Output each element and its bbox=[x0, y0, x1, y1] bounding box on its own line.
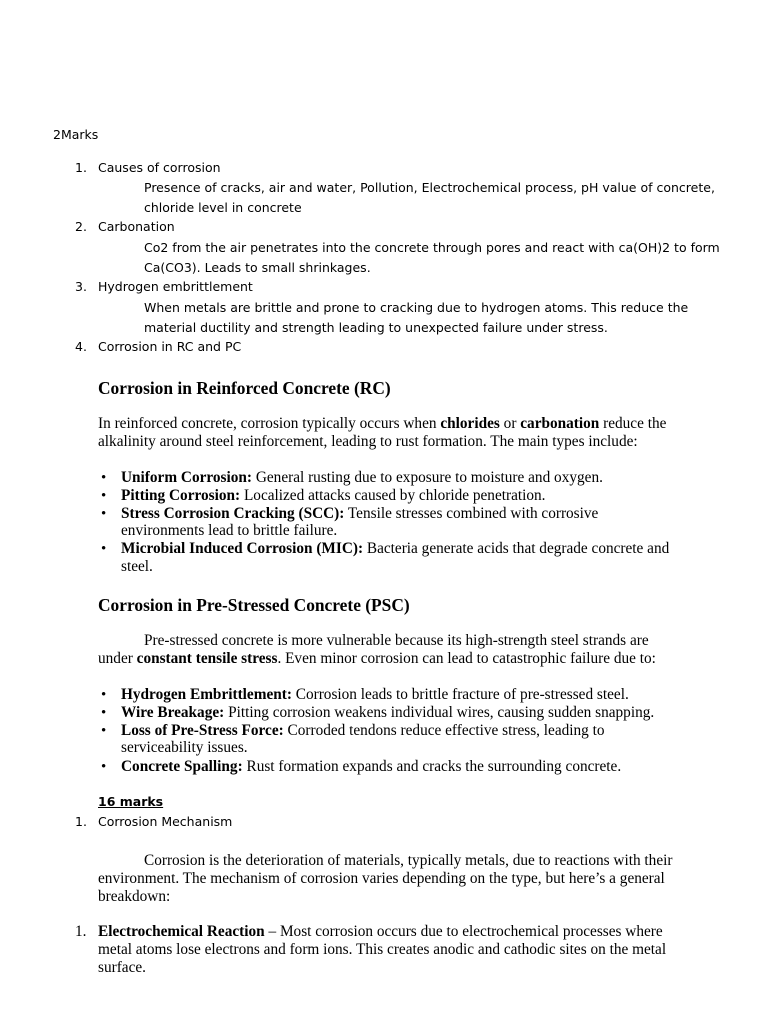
text: or bbox=[499, 415, 521, 432]
psc-bullet-cont: serviceability issues. bbox=[121, 739, 248, 756]
bold-term: constant tensile stress bbox=[136, 650, 278, 667]
psc-bullet bbox=[121, 758, 621, 776]
text: Localized attacks caused by chloride penetration. bbox=[240, 487, 546, 504]
paragraph-line: environment. The mechanism of corrosion varies depending on the type, but here’s a general bbox=[98, 870, 665, 887]
text: General rusting due to exposure to moisture and oxygen. bbox=[252, 469, 603, 486]
bold-term: Uniform Corrosion: bbox=[121, 469, 253, 486]
text: Bacteria generate acids that degrade concrete and bbox=[363, 540, 670, 557]
bullet-dot: • bbox=[101, 759, 107, 775]
list-item-title: Hydrogen embrittlement bbox=[98, 279, 253, 294]
bold-term: Hydrogen Embrittlement: bbox=[121, 686, 292, 703]
numbered-item-cont: metal atoms lose electrons and form ions. This creates anodic and cathodic sites on the metal bbox=[98, 941, 667, 958]
list-item-title: Causes of corrosion bbox=[98, 160, 221, 175]
bold-term: Electrochemical Reaction bbox=[98, 923, 265, 940]
bullet-dot: • bbox=[101, 687, 107, 703]
text: Pitting corrosion weakens individual wires, causing sudden snapping. bbox=[224, 704, 655, 721]
rc-bullet-cont: environments lead to brittle failure. bbox=[121, 522, 338, 539]
list-number: 2. bbox=[75, 219, 87, 234]
bold-term: Pitting Corrosion: bbox=[121, 487, 241, 504]
bold-term: carbonation bbox=[520, 415, 600, 432]
text: Tensile stresses combined with corrosive bbox=[344, 505, 599, 522]
text: In reinforced concrete, corrosion typically occurs when bbox=[98, 415, 441, 432]
list-item-title: Corrosion Mechanism bbox=[98, 814, 233, 829]
text: Corroded tendons reduce effective stress, leading to bbox=[283, 722, 605, 739]
rc-intro-line2: alkalinity around steel reinforcement, leading to rust formation. The main types include: bbox=[98, 433, 638, 450]
rc-bullet bbox=[121, 487, 546, 505]
bullet-dot: • bbox=[101, 541, 107, 557]
rc-intro-line1 bbox=[98, 415, 666, 433]
text: Corrosion leads to brittle fracture of pre-stressed steel. bbox=[291, 686, 629, 703]
bold-term: Stress Corrosion Cracking (SCC): bbox=[121, 505, 345, 522]
section-title-16marks: 16 marks bbox=[98, 794, 164, 809]
numbered-item-cont: surface. bbox=[98, 959, 146, 976]
paragraph-line: Corrosion is the deterioration of materials, typically metals, due to reactions with their bbox=[144, 852, 673, 869]
list-number: 3. bbox=[75, 279, 87, 294]
text: under bbox=[98, 650, 137, 667]
text: reduce the bbox=[599, 415, 667, 432]
list-item-desc: chloride level in concrete bbox=[144, 200, 302, 215]
bold-term: Microbial Induced Corrosion (MIC): bbox=[121, 540, 364, 557]
psc-intro-line1: Pre-stressed concrete is more vulnerable because its high-strength steel strands are bbox=[144, 632, 649, 649]
psc-bullet bbox=[121, 722, 605, 740]
heading-rc: Corrosion in Reinforced Concrete (RC) bbox=[98, 378, 391, 398]
psc-bullet bbox=[121, 704, 654, 722]
list-item-desc: When metals are brittle and prone to cracking due to hydrogen atoms. This reduce the bbox=[144, 300, 689, 315]
bold-term: Loss of Pre-Stress Force: bbox=[121, 722, 284, 739]
section-title-2marks: 2Marks bbox=[53, 127, 99, 142]
bold-term: Wire Breakage: bbox=[121, 704, 225, 721]
psc-bullet bbox=[121, 686, 629, 704]
list-number: 1. bbox=[75, 923, 87, 940]
paragraph-line: breakdown: bbox=[98, 888, 171, 905]
list-item-desc: material ductility and strength leading to unexpected failure under stress. bbox=[144, 320, 608, 335]
list-item-title: Carbonation bbox=[98, 219, 175, 234]
text: – Most corrosion occurs due to electrochemical processes where bbox=[264, 923, 663, 940]
heading-psc: Corrosion in Pre-Stressed Concrete (PSC) bbox=[98, 595, 410, 615]
text: Rust formation expands and cracks the surrounding concrete. bbox=[242, 758, 622, 775]
numbered-item bbox=[98, 923, 663, 941]
bullet-dot: • bbox=[101, 488, 107, 504]
bullet-dot: • bbox=[101, 723, 107, 739]
list-item-desc: Ca(CO3). Leads to small shrinkages. bbox=[144, 260, 371, 275]
rc-bullet bbox=[121, 505, 598, 523]
list-number: 4. bbox=[75, 339, 87, 354]
bold-term: chlorides bbox=[440, 415, 500, 432]
bullet-dot: • bbox=[101, 506, 107, 522]
list-item-desc: Presence of cracks, air and water, Pollution, Electrochemical process, pH value of concrete, bbox=[144, 180, 715, 195]
list-number: 1. bbox=[75, 814, 87, 829]
psc-intro-line2 bbox=[98, 650, 656, 668]
list-number: 1. bbox=[75, 160, 87, 175]
bold-term: Concrete Spalling: bbox=[121, 758, 243, 775]
text: . Even minor corrosion can lead to catastrophic failure due to: bbox=[277, 650, 656, 667]
rc-bullet-cont: steel. bbox=[121, 558, 153, 575]
list-item-desc: Co2 from the air penetrates into the concrete through pores and react with ca(OH)2 to form bbox=[144, 240, 720, 255]
list-item-title: Corrosion in RC and PC bbox=[98, 339, 242, 354]
bullet-dot: • bbox=[101, 705, 107, 721]
rc-bullet bbox=[121, 469, 603, 487]
bullet-dot: • bbox=[101, 470, 107, 486]
rc-bullet bbox=[121, 540, 669, 558]
